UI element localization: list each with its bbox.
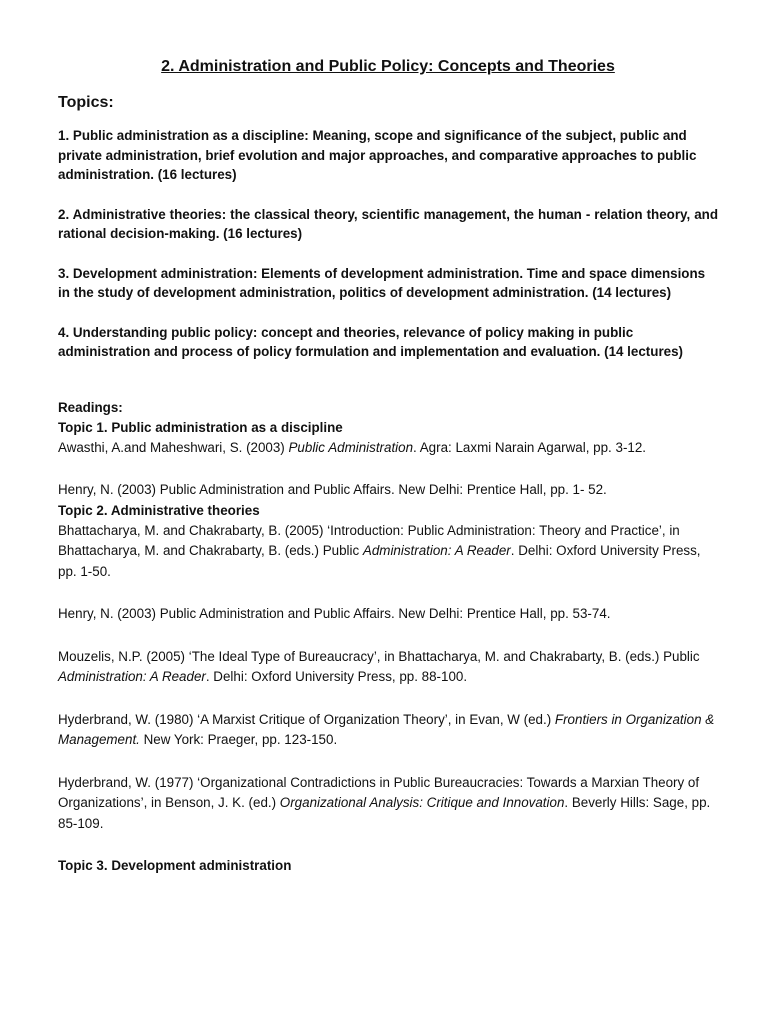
topic-item: 3. Development administration: Elements of development administration. Time and space dimensions in the study of development administration, politics of development administration. (14 lectures) (58, 265, 706, 300)
readings-section (58, 398, 718, 877)
reference-text: Mouzelis, N.P. (2005) ‘The Ideal Type of Bureaucracy’, in Bhattacharya, M. and Chakrabarty, B. (eds.) Public (58, 648, 700, 664)
topics-heading: Topics: (58, 94, 114, 111)
reading-topic-heading: Topic 2. Administrative theories (58, 502, 260, 518)
document-page (58, 56, 718, 876)
reference-text: . Delhi: Oxford University Press, pp. 1-50. (58, 543, 701, 579)
page-title: 2. Administration and Public Policy: Concepts and Theories (161, 58, 615, 75)
topic-item: 4. Understanding public policy: concept and theories, relevance of policy making in public administration and process of policy formulation and implementation and evaluation. (14 lectures) (58, 324, 684, 359)
reference-entry: Henry, N. (2003) Public Administration and Public Affairs. New Delhi: Prentice Hall, pp. 53-74. (58, 606, 611, 621)
reading-topic-heading: Topic 3. Development administration (58, 858, 292, 873)
reading-topic-heading: Topic 1. Public administration as a discipline (58, 419, 343, 435)
reference-entry (58, 647, 718, 688)
reference-entry (58, 521, 718, 583)
reference-title: Frontiers in Organization & Management. (58, 711, 715, 747)
reference-title: Public Administration (288, 439, 414, 455)
reference-entry: Henry, N. (2003) Public Administration and Public Affairs. New Delhi: Prentice Hall, pp. 1- 52. (58, 482, 607, 497)
reference-entry (58, 710, 718, 751)
reference-entry (58, 773, 718, 835)
reference-text: Hyderbrand, W. (1980) ‘A Marxist Critique of Organization Theory’, in Evan, W (ed.) (58, 711, 555, 727)
reference-entry (58, 438, 718, 459)
reference-text: . Delhi: Oxford University Press, pp. 88-100. (205, 669, 468, 684)
reference-text: Bhattacharya, M. and Chakrabarty, B. (2005) ‘Introduction: Public Administration: Theory and Practice’, in Bhattacharya, M. and Chakrabarty, B. (eds.) Public (58, 522, 680, 558)
topic-item: 2. Administrative theories: the classical theory, scientific management, the human - relation theory, and rational decision-making. (16 lectures) (58, 206, 718, 241)
reference-text: . Beverly Hills: Sage, pp. 85-109. (58, 795, 711, 831)
reference-text: Hyderbrand, W. (1977) ‘Organizational Contradictions in Public Bureaucracies: Towards a Marxian Theory of Organizations’, in Benson, J. K. (ed.) (58, 774, 700, 810)
readings-heading: Readings: (58, 399, 123, 415)
reference-title: Administration: A Reader (58, 669, 206, 684)
reference-title: Organizational Analysis: Critique and Innovation (279, 795, 565, 810)
reference-text: Awasthi, A.and Maheshwari, S. (2003) (58, 439, 289, 455)
reference-text: New York: Praeger, pp. 123-150. (139, 732, 338, 747)
reference-text: . Agra: Laxmi Narain Agarwal, pp. 3-12. (413, 439, 647, 455)
reference-title: Administration: A Reader (362, 543, 511, 558)
topic-item: 1. Public administration as a discipline: Meaning, scope and significance of the subject, public and private administration, brief evolution and major approaches, and comparative approaches to public administration. (16 lectures) (58, 128, 697, 182)
